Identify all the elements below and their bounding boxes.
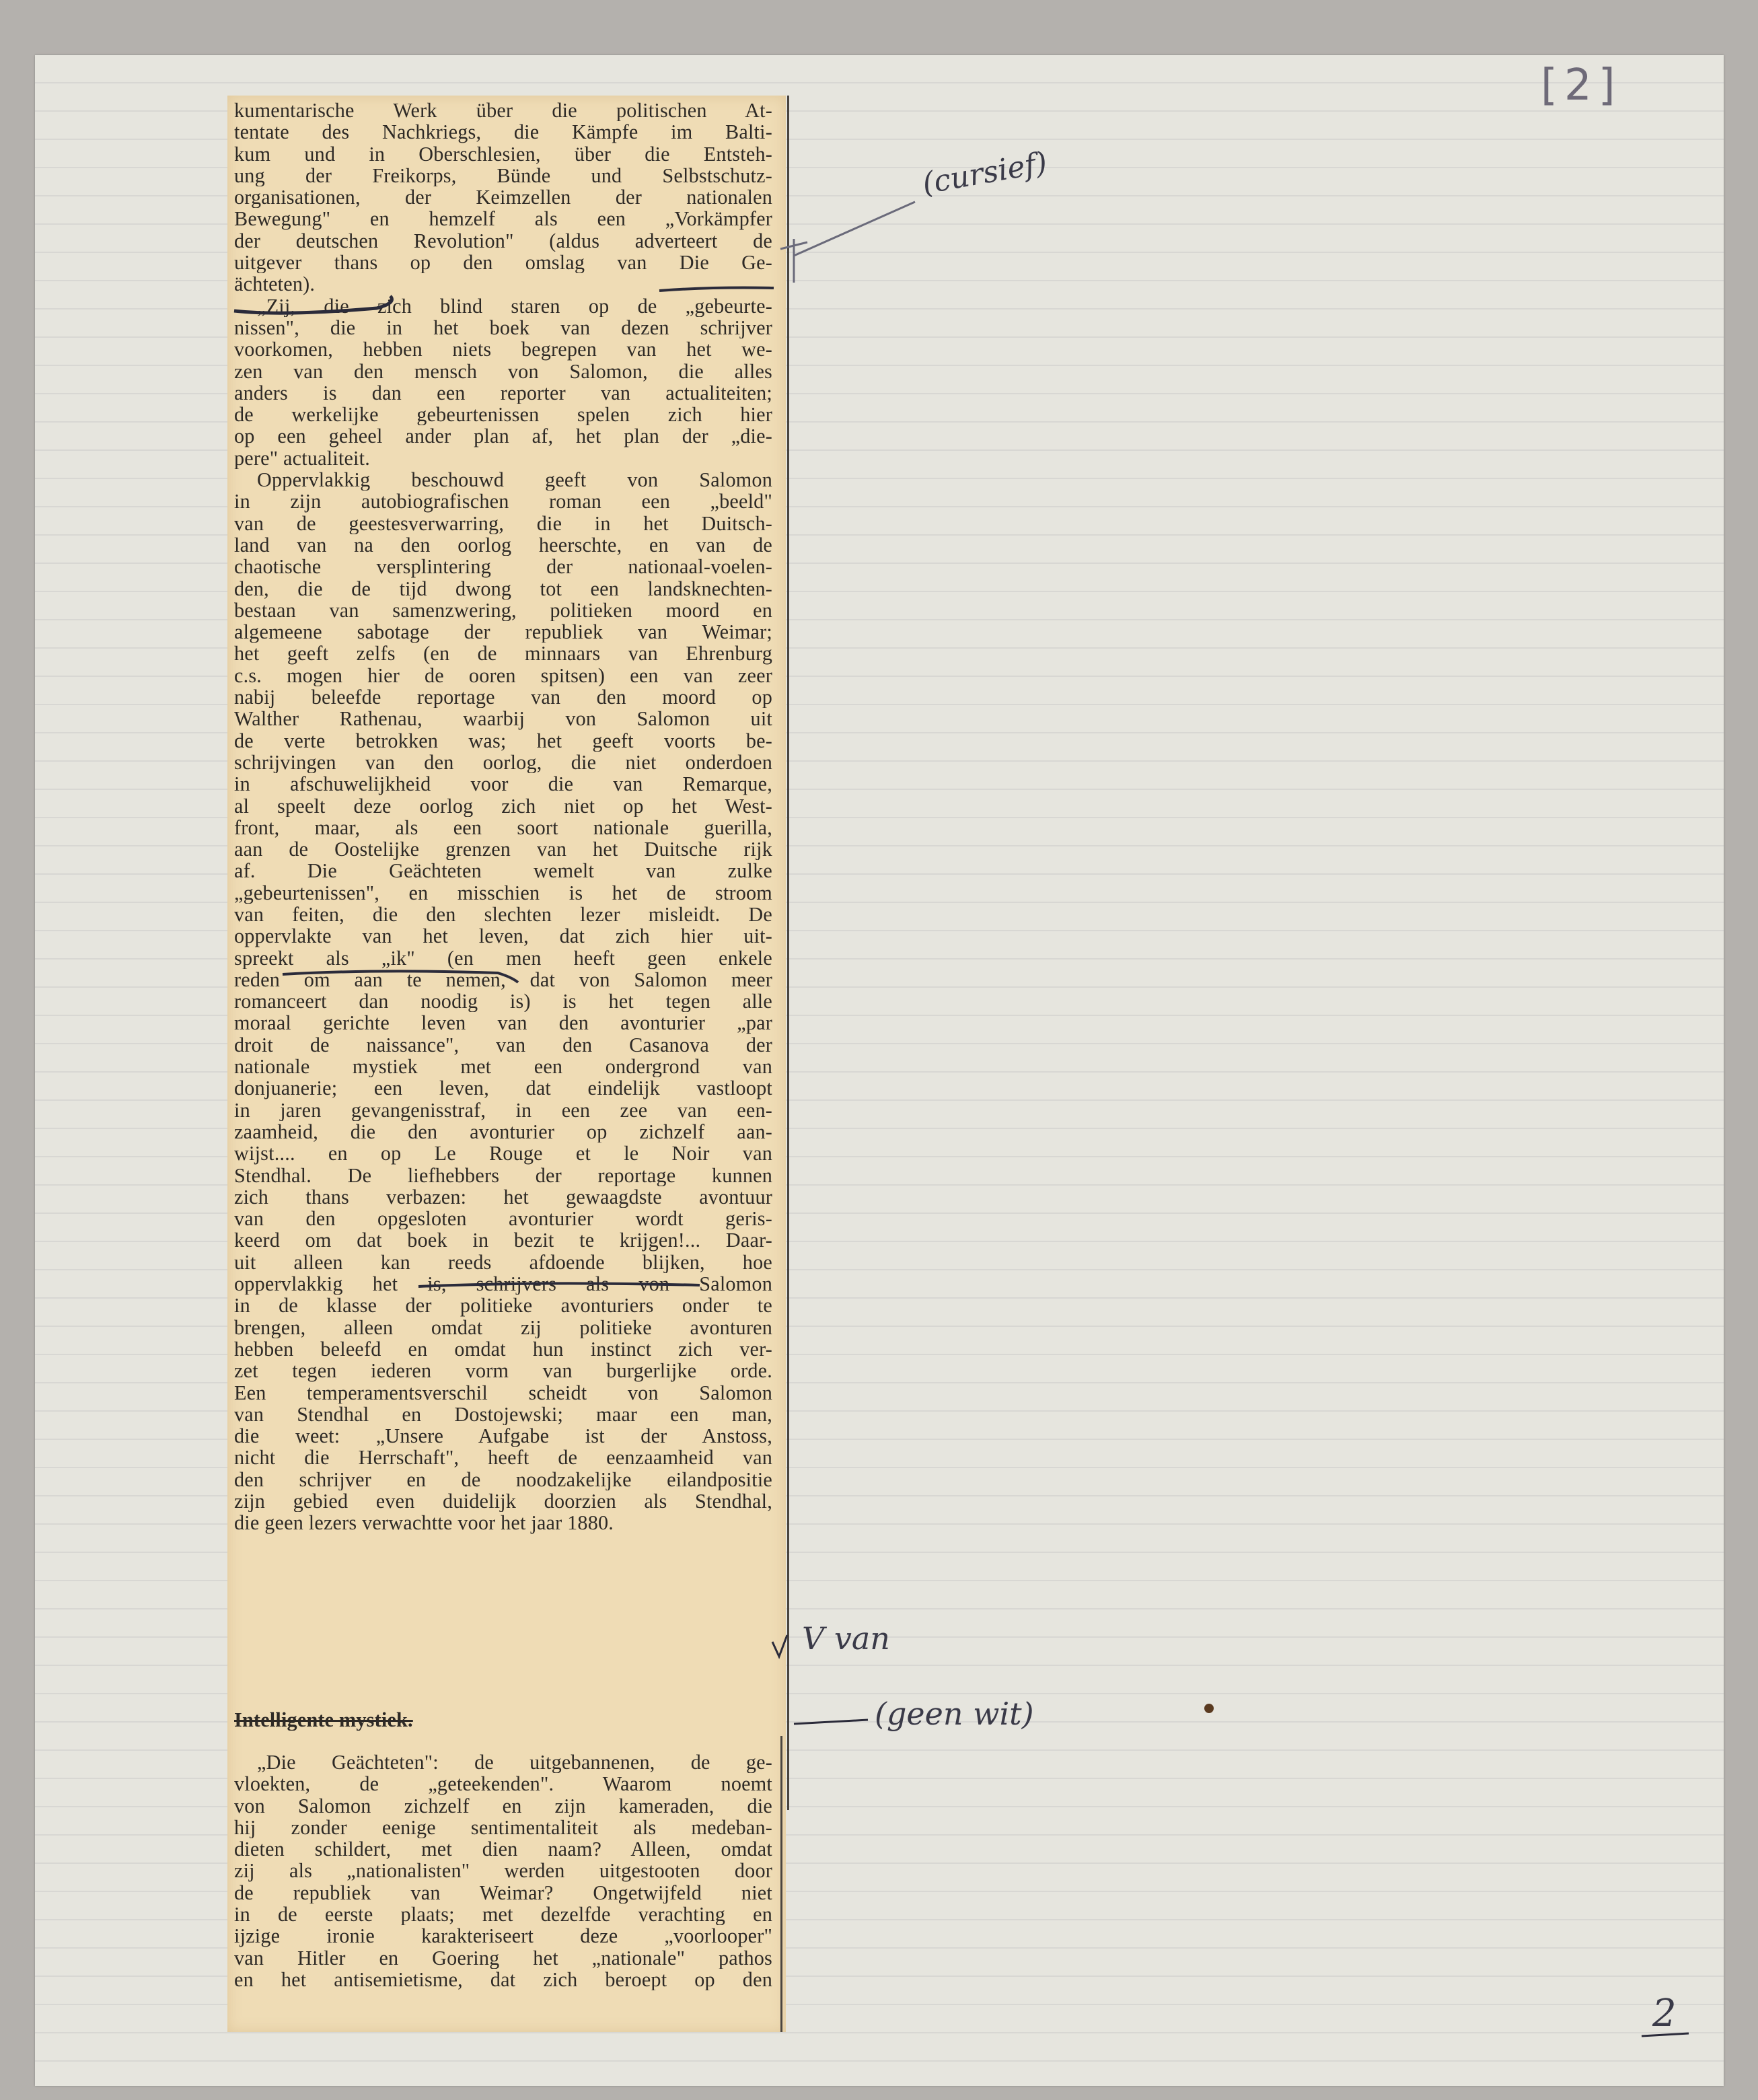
text-line: zen van den mensch von Salomon, die alles xyxy=(234,360,772,382)
annotation-cursief: (cursief) xyxy=(919,145,1050,201)
text-line: die geen lezers verwachtte voor het jaar 1880. xyxy=(234,1512,614,1534)
clipping-text-part-2 xyxy=(234,1751,772,1990)
text-line: van de geestesverwarring, die in het Duitsch- xyxy=(234,512,772,534)
text-line: ung der Freikorps, Bünde und Selbstschutz- xyxy=(234,164,772,187)
text-line: „gebeurtenissen", en misschien is het de stroom xyxy=(234,881,772,904)
text-line: oppervlakte van het leven, dat zich hier uit- xyxy=(234,925,772,947)
text-line: spreekt als „ik" (en men heeft geen enkele xyxy=(234,947,772,969)
text-line: nissen", die in het boek van dezen schrijver xyxy=(234,316,772,339)
text-line: anders is dan een reporter van actualiteiten; xyxy=(234,382,772,404)
text-line: von Salomon zichzelf en zijn kameraden, die xyxy=(234,1795,772,1817)
column-rule-lower xyxy=(780,1736,782,2032)
annotation-v-van: V van xyxy=(802,1620,890,1657)
text-line: dieten schildert, met dien naam? Alleen, omdat xyxy=(234,1838,772,1860)
text-line: schrijvingen van den oorlog, die niet onderdoen xyxy=(234,751,772,774)
text-line: front, maar, als een soort nationale guerilla, xyxy=(234,816,772,839)
text-line: van Hitler en Goering het „nationale" pathos xyxy=(234,1947,772,1969)
text-line: nabij beleefde reportage van den moord op xyxy=(234,686,772,709)
text-line: chaotische versplintering der nationaal-voelen- xyxy=(234,556,772,578)
text-line: die weet: „Unsere Aufgabe ist der Anstoss, xyxy=(234,1425,772,1447)
text-line: oppervlakkig het is, schrijvers als von Salomon xyxy=(234,1273,772,1295)
text-line: van den opgesloten avonturier wordt geris- xyxy=(234,1208,772,1230)
text-line: den schrijver en de noodzakelijke eilandpositie xyxy=(234,1468,772,1490)
section-heading: Intelligente mystiek. xyxy=(234,1709,413,1731)
text-line: tentate des Nachkriegs, die Kämpfe im Balti- xyxy=(234,121,772,143)
text-line: bestaan van samenzwering, politieken moord en xyxy=(234,599,772,622)
text-line: van feiten, die den slechten lezer misleidt. De xyxy=(234,903,772,926)
text-line: „Zij, die zich blind staren op de „gebeurte- xyxy=(257,295,772,317)
text-line: zaamheid, die den avonturier op zichzelf aan- xyxy=(234,1120,772,1143)
text-line: kumentarische Werk über die politischen At- xyxy=(234,100,772,122)
text-line: en het antisemietisme, dat zich beroept op den xyxy=(234,1968,772,1991)
text-line: nationale mystiek met een ondergrond van xyxy=(234,1056,772,1078)
text-line: moraal gerichte leven van den avonturier „par xyxy=(234,1012,772,1034)
column-rule xyxy=(787,96,789,1810)
text-line: romanceert dan noodig is) is het tegen alle xyxy=(234,990,772,1013)
text-line: zet tegen iederen vorm van burgerlijke orde. xyxy=(234,1360,772,1382)
text-line: zich thans verbazen: het gewaagdste avontuur xyxy=(234,1186,772,1208)
text-line: hebben beleefd en omdat hun instinct zich ver- xyxy=(234,1338,772,1361)
text-line: Oppervlakkig beschouwd geeft von Salomon xyxy=(257,469,772,491)
text-line: af. Die Geächteten wemelt van zulke xyxy=(234,860,772,882)
text-line: de republiek van Weimar? Ongetwijfeld niet xyxy=(234,1881,772,1904)
text-line: uit alleen kan reeds afdoende blijken, hoe xyxy=(234,1251,772,1274)
text-line: droit de naissance", van den Casanova der xyxy=(234,1034,772,1056)
text-line: uitgever thans op den omslag van Die Ge- xyxy=(234,252,772,274)
clipping-heading-block xyxy=(234,1709,772,1731)
text-line: den, die de tijd dwong tot een landsknechten- xyxy=(234,577,772,600)
text-line: in de klasse der politieke avonturiers onder te xyxy=(234,1295,772,1317)
text-line: reden om aan te nemen, dat von Salomon meer xyxy=(234,968,772,991)
text-line: de werkelijke gebeurtenissen spelen zich hier xyxy=(234,404,772,426)
text-line: Walther Rathenau, waarbij von Salomon uit xyxy=(234,708,772,730)
text-line: al speelt deze oorlog zich niet op het West- xyxy=(234,795,772,817)
text-line: keerd om dat boek in bezit te krijgen!... Daar- xyxy=(234,1229,772,1252)
text-line: op een geheel ander plan af, het plan der „die- xyxy=(234,425,772,447)
bottom-page-number: 2 xyxy=(1652,1992,1677,2035)
text-line: „Die Geächteten": de uitgebannenen, de ge- xyxy=(257,1751,772,1774)
text-line: het geeft zelfs (en de minnaars van Ehrenburg xyxy=(234,643,772,665)
text-line: de verte betrokken was; het geeft voorts be- xyxy=(234,729,772,752)
text-line: organisationen, der Keimzellen der nationalen xyxy=(234,186,772,209)
text-line: in zijn autobiografischen roman een „beeld" xyxy=(234,491,772,513)
clipping-text-part-1 xyxy=(234,100,772,1534)
text-line: land van na den oorlog heerschte, en van de xyxy=(234,534,772,556)
annotation-geen-wit: (geen wit) xyxy=(875,1696,1034,1732)
text-line: hij zonder eenige sentimentaliteit als medeban- xyxy=(234,1816,772,1839)
corner-page-label: [2] xyxy=(1541,61,1622,110)
text-line: Bewegung" en hemzelf als een „Vorkämpfer xyxy=(234,208,772,230)
text-line: ijzige ironie karakteriseert deze „voorlooper" xyxy=(234,1925,772,1947)
text-line: zijn gebied even duidelijk doorzien als Stendhal, xyxy=(234,1490,772,1513)
text-line: van Stendhal en Dostojewski; maar een man, xyxy=(234,1403,772,1426)
text-line: in jaren gevangenisstraf, in een zee van een- xyxy=(234,1099,772,1121)
text-line: Een temperamentsverschil scheidt von Salomon xyxy=(234,1381,772,1404)
text-line: in de eerste plaats; met dezelfde verachting en xyxy=(234,1904,772,1926)
text-line: donjuanerie; een leven, dat eindelijk vastloopt xyxy=(234,1077,772,1099)
text-line: der deutschen Revolution" (aldus adverteert de xyxy=(234,229,772,252)
text-line: zij als „nationalisten" werden uitgestooten door xyxy=(234,1860,772,1882)
text-line: algemeene sabotage der republiek van Weimar; xyxy=(234,621,772,643)
text-line: nicht die Herrschaft", heeft de eenzaamheid van xyxy=(234,1447,772,1469)
text-line: in afschuwelijkheid voor die van Remarque, xyxy=(234,773,772,795)
text-line: vloekten, de „geteekenden". Waarom noemt xyxy=(234,1773,772,1795)
ink-stain xyxy=(1204,1704,1214,1713)
text-line: voorkomen, hebben niets begrepen van het we- xyxy=(234,338,772,361)
text-line: pere" actualiteit. xyxy=(234,447,370,470)
text-line: wijst.... en op Le Rouge et le Noir van xyxy=(234,1143,772,1165)
text-line: brengen, alleen omdat zij politieke avonturen xyxy=(234,1316,772,1338)
text-line: ächteten). xyxy=(234,273,316,295)
text-line: aan de Oostelijke grenzen van het Duitsche rijk xyxy=(234,838,772,861)
text-line: c.s. mogen hier de ooren spitsen) een van zeer xyxy=(234,664,772,687)
text-line: kum und in Oberschlesien, über die Entsteh- xyxy=(234,143,772,165)
text-line: Stendhal. De liefhebbers der reportage kunnen xyxy=(234,1164,772,1186)
